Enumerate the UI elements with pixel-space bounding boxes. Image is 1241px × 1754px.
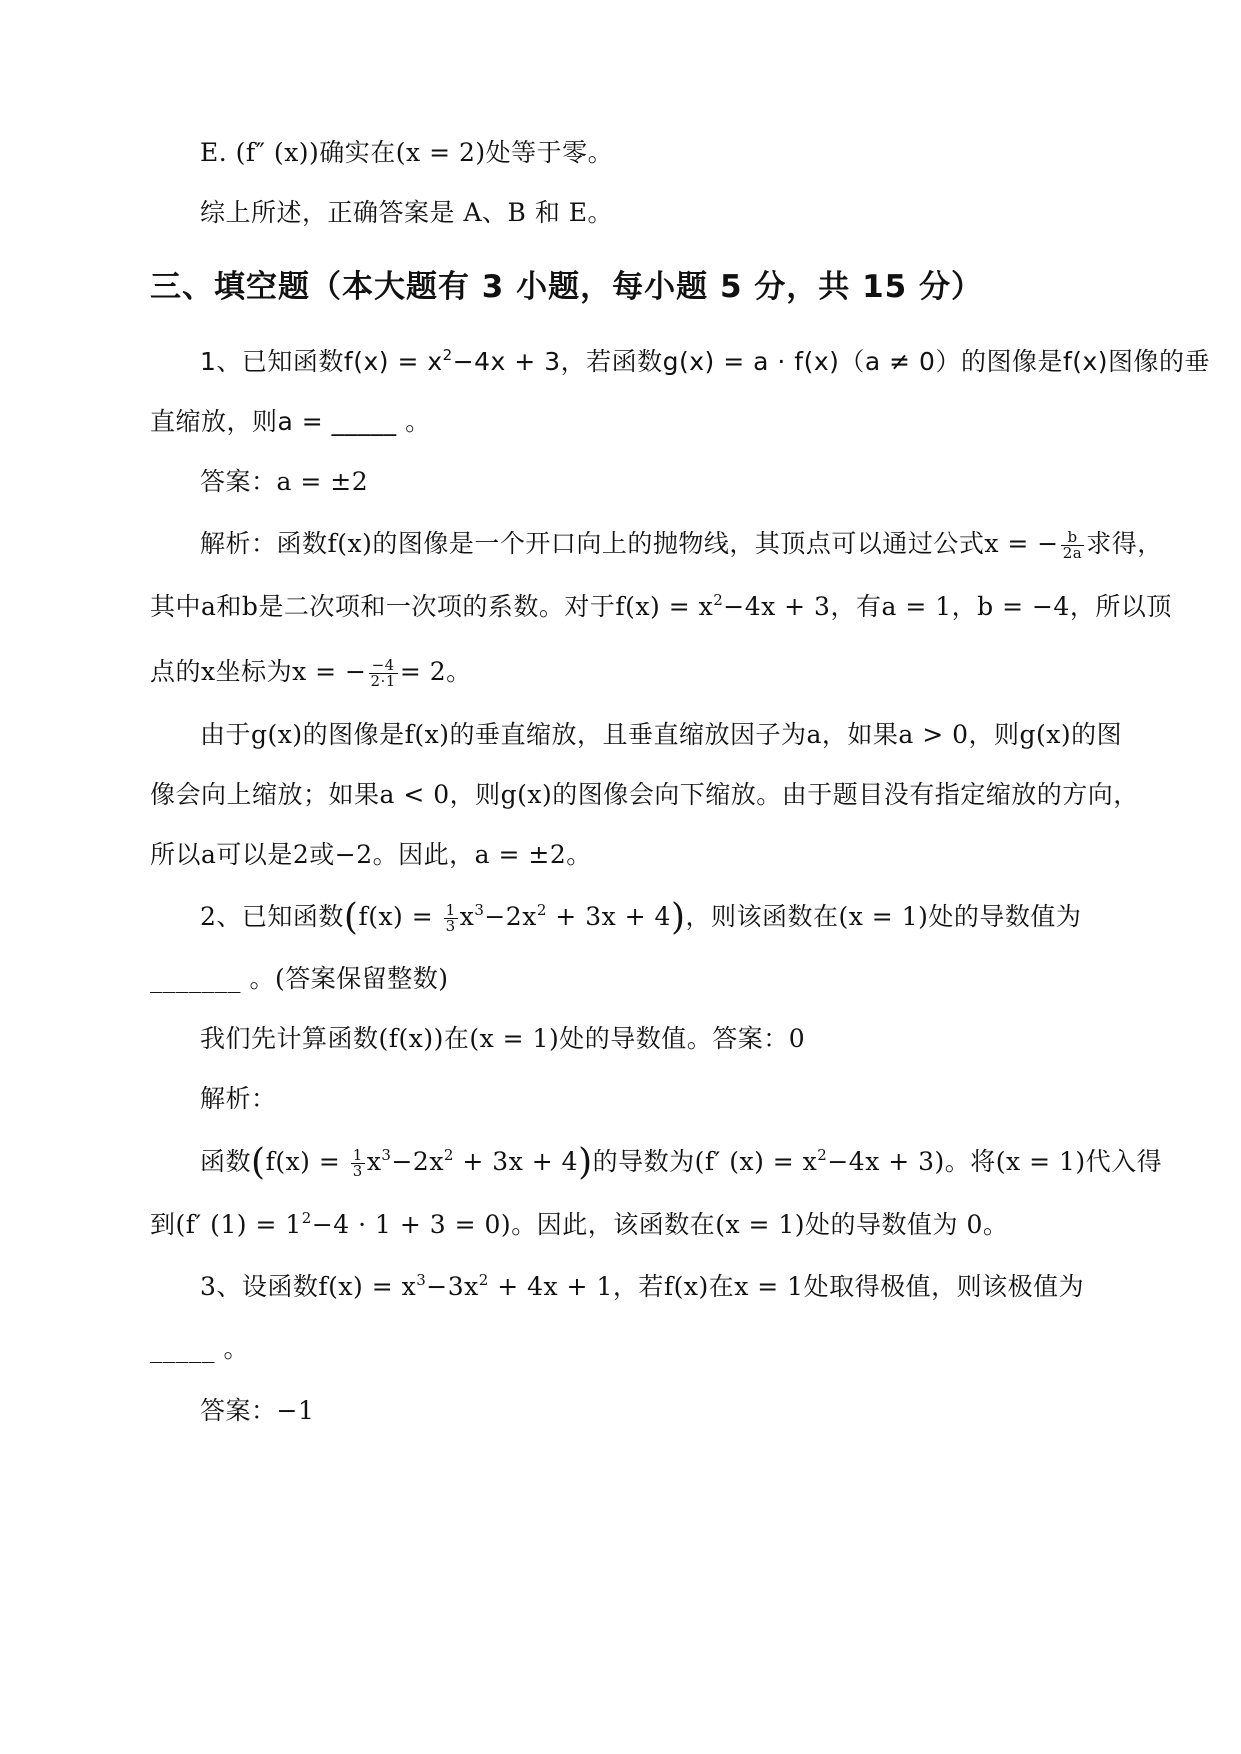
fraction bbox=[369, 658, 398, 689]
exponent: 2 bbox=[301, 1209, 312, 1227]
text: 点的x坐标为x = − bbox=[150, 657, 367, 686]
fraction bbox=[444, 903, 458, 934]
text: f(x) = bbox=[358, 902, 442, 931]
text: x bbox=[366, 1147, 382, 1176]
solution-1-line-1 bbox=[0, 527, 1241, 561]
solution-1-line-2 bbox=[0, 590, 1241, 624]
numerator: −4 bbox=[369, 658, 398, 674]
text: 解析：函数f(x)的图像是一个开口向上的抛物线，其顶点可以通过公式x = − bbox=[200, 529, 1059, 558]
exponent: 2 bbox=[817, 1146, 828, 1164]
text: x bbox=[459, 902, 475, 931]
text: f(x) = bbox=[265, 1147, 349, 1176]
solution-2-line-2 bbox=[0, 1208, 1241, 1242]
solution-1-line-6: 所以a可以是2或−2。因此，a = ±2。 bbox=[150, 840, 592, 869]
fraction bbox=[351, 1148, 365, 1179]
close-paren: ) bbox=[578, 1142, 593, 1183]
text: −3x bbox=[426, 1272, 479, 1301]
question-3-answer: 答案：−1 bbox=[200, 1396, 315, 1425]
exponent: 3 bbox=[381, 1146, 392, 1164]
question-1-line-2: 直缩放，则a = _____ 。 bbox=[150, 407, 431, 436]
exponent: 3 bbox=[416, 1271, 427, 1289]
question-1-answer: 答案：a = ±2 bbox=[200, 467, 369, 496]
solution-2-label: 解析： bbox=[200, 1084, 277, 1113]
denominator: 2·1 bbox=[370, 672, 396, 690]
exponent: 2 bbox=[713, 591, 724, 609]
solution-1-line-4: 由于g(x)的图像是f(x)的垂直缩放，且垂直缩放因子为a，如果a > 0，则g(x)的图 bbox=[200, 720, 1123, 749]
text: + 3x + 4 bbox=[453, 1147, 579, 1176]
text: 求得， bbox=[1086, 529, 1163, 558]
summary-line: 综上所述，正确答案是 A、B 和 E。 bbox=[200, 198, 614, 227]
text: ，则该函数在(x = 1)处的导数值为 bbox=[685, 902, 1082, 931]
exponent: 2 bbox=[443, 1146, 454, 1164]
solution-2-line-1 bbox=[0, 1142, 1241, 1183]
section-heading: 三、填空题（本大题有 3 小题，每小题 5 分，共 15 分） bbox=[150, 269, 984, 305]
text: −4x + 3，若函数g(x) = a · f(x)（a ≠ 0）的图像是f(x)图像的垂 bbox=[452, 347, 1211, 376]
text: −4x + 3，有a = 1，b = −4，所以顶 bbox=[723, 592, 1172, 621]
open-paren: ( bbox=[343, 897, 359, 938]
numerator: 1 bbox=[445, 901, 456, 919]
solution-1-line-3 bbox=[0, 655, 1241, 689]
exponent: 2 bbox=[536, 901, 547, 919]
exponent: 2 bbox=[442, 346, 453, 364]
numerator: 1 bbox=[352, 1146, 363, 1164]
question-3-line-2: _____ 。 bbox=[150, 1334, 249, 1363]
option-e-line: E. (f″ (x))确实在(x = 2)处等于零。 bbox=[200, 138, 614, 167]
text: 其中a和b是二次项和一次项的系数。对于f(x) = x bbox=[150, 592, 714, 621]
text: = 2。 bbox=[399, 657, 472, 686]
close-paren: ) bbox=[670, 897, 686, 938]
text: + 4x + 1，若f(x)在x = 1处取得极值，则该极值为 bbox=[488, 1272, 1085, 1301]
text: −2x bbox=[391, 1147, 444, 1176]
text: 2、已知函数 bbox=[200, 902, 344, 931]
question-2-line-2: _______ 。(答案保留整数) bbox=[150, 964, 449, 993]
denominator: 3 bbox=[445, 917, 456, 935]
exponent: 2 bbox=[478, 1271, 489, 1289]
numerator: b bbox=[1061, 530, 1085, 546]
denominator: 3 bbox=[352, 1162, 363, 1180]
text: 3、设函数f(x) = x bbox=[200, 1272, 417, 1301]
exponent: 3 bbox=[474, 901, 485, 919]
solution-1-line-5: 像会向上缩放；如果a < 0，则g(x)的图像会向下缩放。由于题目没有指定缩放的方向， bbox=[150, 780, 1139, 809]
text: −2x bbox=[484, 902, 537, 931]
question-2-line-1 bbox=[0, 897, 1241, 938]
fraction bbox=[1061, 530, 1085, 561]
question-3-line-1 bbox=[0, 1270, 1241, 1304]
text: −4x + 3)。将(x = 1)代入得 bbox=[827, 1147, 1163, 1176]
text: 到(f′ (1) = 1 bbox=[150, 1210, 302, 1239]
denominator: 2a bbox=[1062, 544, 1083, 562]
question-1-line-1 bbox=[0, 345, 1241, 379]
open-paren: ( bbox=[251, 1142, 266, 1183]
question-2-answer: 我们先计算函数(f(x))在(x = 1)处的导数值。答案：0 bbox=[200, 1024, 806, 1053]
text: 函数 bbox=[200, 1147, 252, 1176]
text: + 3x + 4 bbox=[546, 902, 671, 931]
text: 1、已知函数f(x) = x bbox=[200, 347, 443, 376]
text: 的导数为(f′ (x) = x bbox=[592, 1147, 818, 1176]
text: −4 · 1 + 3 = 0)。因此，该函数在(x = 1)处的导数值为 0。 bbox=[311, 1210, 1009, 1239]
